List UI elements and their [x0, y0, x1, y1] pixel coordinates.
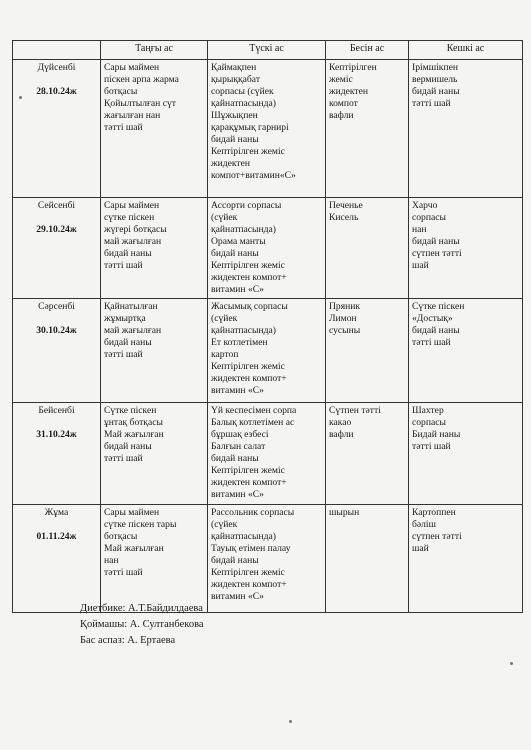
- header-dinner: Кешкі ас: [409, 41, 523, 60]
- menu-item-line: Кептірілген жеміс: [211, 361, 285, 372]
- menu-item-line: Пряник: [329, 301, 361, 312]
- menu-item-line: жағылған нан: [104, 110, 161, 121]
- menu-item-line: сусыны: [329, 325, 361, 336]
- dinner-cell: [409, 299, 523, 403]
- menu-item-line: (сүйек: [211, 313, 238, 324]
- menu-item-line: Кептірілген жеміс: [211, 146, 285, 157]
- menu-item-line: витамин «С»: [211, 284, 264, 295]
- lunch-cell: [208, 198, 326, 299]
- menu-item-line: бәліш: [412, 519, 436, 530]
- menu-item-line: тәтті шай: [104, 453, 143, 464]
- snack-cell: [326, 505, 409, 613]
- table-row: [13, 198, 523, 299]
- menu-item-line: Сүтпен тәтті: [329, 405, 381, 416]
- menu-item-line: тәтті шай: [412, 98, 451, 109]
- day-name: Сейсенбі: [37, 200, 76, 211]
- day-name: Дүйсенбі: [37, 62, 76, 73]
- menu-item-line: вафли: [329, 429, 354, 440]
- menu-item-line: шырын: [329, 507, 360, 518]
- menu-item-line: Қаймақпен: [211, 62, 257, 73]
- menu-item-line: Сары маймен: [104, 200, 160, 211]
- breakfast-cell: [101, 198, 208, 299]
- menu-item-line: сорпасы (сүйек: [211, 86, 274, 97]
- menu-item-line: Сары маймен: [104, 507, 160, 518]
- day-date: 01.11.24ж: [36, 531, 77, 542]
- menu-item-line: витамин «С»: [211, 591, 264, 602]
- menu-item-line: май жағылған: [104, 236, 162, 247]
- menu-item-line: бидай наны: [104, 441, 152, 452]
- menu-item-line: сүтпен тәтті: [412, 248, 462, 259]
- menu-item-line: Кептірілген жеміс: [211, 260, 285, 271]
- menu-item-line: бидай наны: [211, 453, 259, 464]
- menu-item-line: Балғын салат: [211, 441, 266, 452]
- menu-item-line: Бидай наны: [412, 429, 461, 440]
- day-date: 29.10.24ж: [36, 224, 77, 235]
- menu-item-line: тәтті шай: [104, 349, 143, 360]
- menu-item-line: қайнатпасында): [211, 325, 276, 336]
- menu-item-line: ботқасы: [104, 86, 138, 97]
- signatures: [80, 601, 204, 649]
- table-row: [13, 403, 523, 505]
- menu-item-line: жүгері ботқасы: [104, 224, 167, 235]
- menu-item-line: компот+витамин«С»: [211, 170, 296, 181]
- paper-speck: [289, 720, 292, 723]
- chef-signature: Бас аспаз: А. Ертаева: [80, 635, 176, 646]
- dietitian-signature: Диетбике: А.Т.Байдилдаева: [80, 603, 203, 614]
- menu-item-line: бидай наны: [412, 86, 460, 97]
- paper-speck: [510, 662, 513, 665]
- dinner-cell: [409, 198, 523, 299]
- menu-item-line: нан: [412, 224, 427, 235]
- day-cell: [13, 505, 101, 613]
- snack-cell: [326, 60, 409, 198]
- menu-item-line: Сүтке піскен: [104, 405, 157, 416]
- menu-item-line: витамин «С»: [211, 489, 264, 500]
- menu-item-line: қайнатпасында): [211, 98, 276, 109]
- table-row: [13, 299, 523, 403]
- menu-item-line: Печенье: [329, 200, 363, 211]
- menu-item-line: вафли: [329, 110, 354, 121]
- menu-item-line: Қойылтылған сүт: [104, 98, 176, 109]
- menu-item-line: тәтті шай: [104, 260, 143, 271]
- menu-item-line: жидектен: [211, 158, 251, 169]
- menu-item-line: Май жағылған: [104, 429, 164, 440]
- dinner-cell: [409, 60, 523, 198]
- lunch-cell: [208, 60, 326, 198]
- menu-item-line: қарақұмық гарнирі: [211, 122, 289, 133]
- day-name: Сәрсенбі: [38, 301, 75, 312]
- lunch-cell: [208, 403, 326, 505]
- menu-item-line: тәтті шай: [104, 122, 143, 133]
- lunch-cell: [208, 299, 326, 403]
- day-cell: [13, 60, 101, 198]
- menu-item-line: Харчо: [412, 200, 438, 211]
- breakfast-cell: [101, 403, 208, 505]
- menu-item-line: бидай наны: [412, 236, 460, 247]
- menu-item-line: сүтке піскен тары: [104, 519, 177, 530]
- menu-item-line: сүтке піскен: [104, 212, 155, 223]
- menu-item-line: Ет котлетімен: [211, 337, 268, 348]
- snack-cell: [326, 403, 409, 505]
- menu-item-line: Сүтке піскен: [412, 301, 465, 312]
- day-name: Жұма: [44, 507, 69, 518]
- day-cell: [13, 299, 101, 403]
- dinner-cell: [409, 403, 523, 505]
- menu-item-line: шай: [412, 543, 429, 554]
- day-cell: [13, 198, 101, 299]
- menu-item-line: Балық котлетімен ас: [211, 417, 295, 428]
- menu-item-line: жидектен компот+: [211, 477, 287, 488]
- header-breakfast: Таңғы ас: [101, 41, 208, 60]
- menu-item-line: ұнтақ ботқасы: [104, 417, 163, 428]
- menu-item-line: бұршақ езбесі: [211, 429, 269, 440]
- day-name: Бейсенбі: [38, 405, 75, 416]
- menu-item-line: «Достық»: [412, 313, 453, 324]
- menu-item-line: тәтті шай: [412, 337, 451, 348]
- weekly-menu-table: [12, 40, 523, 613]
- menu-item-line: витамин «С»: [211, 385, 264, 396]
- menu-item-line: тәтті шай: [412, 441, 451, 452]
- menu-item-line: Сары маймен: [104, 62, 160, 73]
- snack-cell: [326, 198, 409, 299]
- menu-item-line: нан: [104, 555, 119, 566]
- menu-item-line: (сүйек: [211, 519, 238, 530]
- menu-item-line: Жасымық сорпасы: [211, 301, 288, 312]
- menu-item-line: шай: [412, 260, 429, 271]
- day-cell: [13, 403, 101, 505]
- menu-item-line: Кептірілген жеміс: [211, 465, 285, 476]
- paper-speck: [19, 96, 22, 99]
- menu-item-line: Картоппен: [412, 507, 456, 518]
- header-lunch: Түскі ас: [208, 41, 326, 60]
- menu-item-line: жұмыртқа: [104, 313, 146, 324]
- menu-item-line: қайнатпасында): [211, 224, 276, 235]
- menu-item-line: май жағылған: [104, 325, 162, 336]
- menu-item-line: піскен арпа жарма: [104, 74, 179, 85]
- menu-item-line: Рассольник сорпасы: [211, 507, 295, 518]
- menu-item-line: Кисель: [329, 212, 359, 223]
- header-snack: Бесін ас: [326, 41, 409, 60]
- menu-item-line: Кептірілген жеміс: [211, 567, 285, 578]
- day-date: 28.10.24ж: [36, 86, 77, 97]
- lunch-cell: [208, 505, 326, 613]
- menu-item-line: Шахтер: [412, 405, 444, 416]
- dinner-cell: [409, 505, 523, 613]
- menu-item-line: жидектен компот+: [211, 373, 287, 384]
- menu-item-line: қайнатпасында): [211, 531, 276, 542]
- menu-item-line: Қайнатылған: [104, 301, 158, 312]
- menu-item-line: Орама манты: [211, 236, 266, 247]
- menu-item-line: сүтпен тәтті: [412, 531, 462, 542]
- table-row: [13, 505, 523, 613]
- menu-item-line: компот: [329, 98, 358, 109]
- menu-item-line: Үй кеспесімен сорпа: [211, 405, 297, 416]
- menu-item-line: бидай наны: [104, 337, 152, 348]
- breakfast-cell: [101, 60, 208, 198]
- snack-cell: [326, 299, 409, 403]
- menu-item-line: какао: [329, 417, 352, 428]
- header-row: [13, 41, 523, 60]
- menu-item-line: ботқасы: [104, 531, 138, 542]
- storekeeper-signature: Қоймашы: А. Султанбекова: [80, 619, 204, 630]
- menu-item-line: Ірімшікпен: [412, 62, 458, 73]
- menu-item-line: Май жағылған: [104, 543, 164, 554]
- table-row: [13, 60, 523, 198]
- header-day: [13, 41, 101, 60]
- menu-item-line: бидай наны: [211, 555, 259, 566]
- breakfast-cell: [101, 299, 208, 403]
- menu-item-line: Лимон: [329, 313, 357, 324]
- menu-item-line: картоп: [211, 349, 239, 360]
- menu-item-line: жидектен компот+: [211, 272, 287, 283]
- menu-item-line: бидай наны: [104, 248, 152, 259]
- menu-item-line: Шұжықпен: [211, 110, 258, 121]
- menu-item-line: сорпасы: [412, 417, 446, 428]
- menu-item-line: жеміс: [329, 74, 353, 85]
- menu-item-line: вермишель: [412, 74, 458, 85]
- day-date: 30.10.24ж: [36, 325, 77, 336]
- menu-item-line: жидектен компот+: [211, 579, 287, 590]
- menu-item-line: Ассорти сорпасы: [211, 200, 282, 211]
- menu-item-line: жидектен: [329, 86, 369, 97]
- day-date: 31.10.24ж: [36, 429, 77, 440]
- menu-item-line: тәтті шай: [104, 567, 143, 578]
- menu-item-line: бидай наны: [211, 248, 259, 259]
- breakfast-cell: [101, 505, 208, 613]
- menu-item-line: Кептірілген: [329, 62, 377, 73]
- menu-item-line: Тауық етімен палау: [211, 543, 291, 554]
- menu-item-line: бидай наны: [412, 325, 460, 336]
- menu-item-line: (сүйек: [211, 212, 238, 223]
- menu-item-line: сорпасы: [412, 212, 446, 223]
- menu-item-line: қырыққабат: [211, 74, 261, 85]
- menu-item-line: бидай наны: [211, 134, 259, 145]
